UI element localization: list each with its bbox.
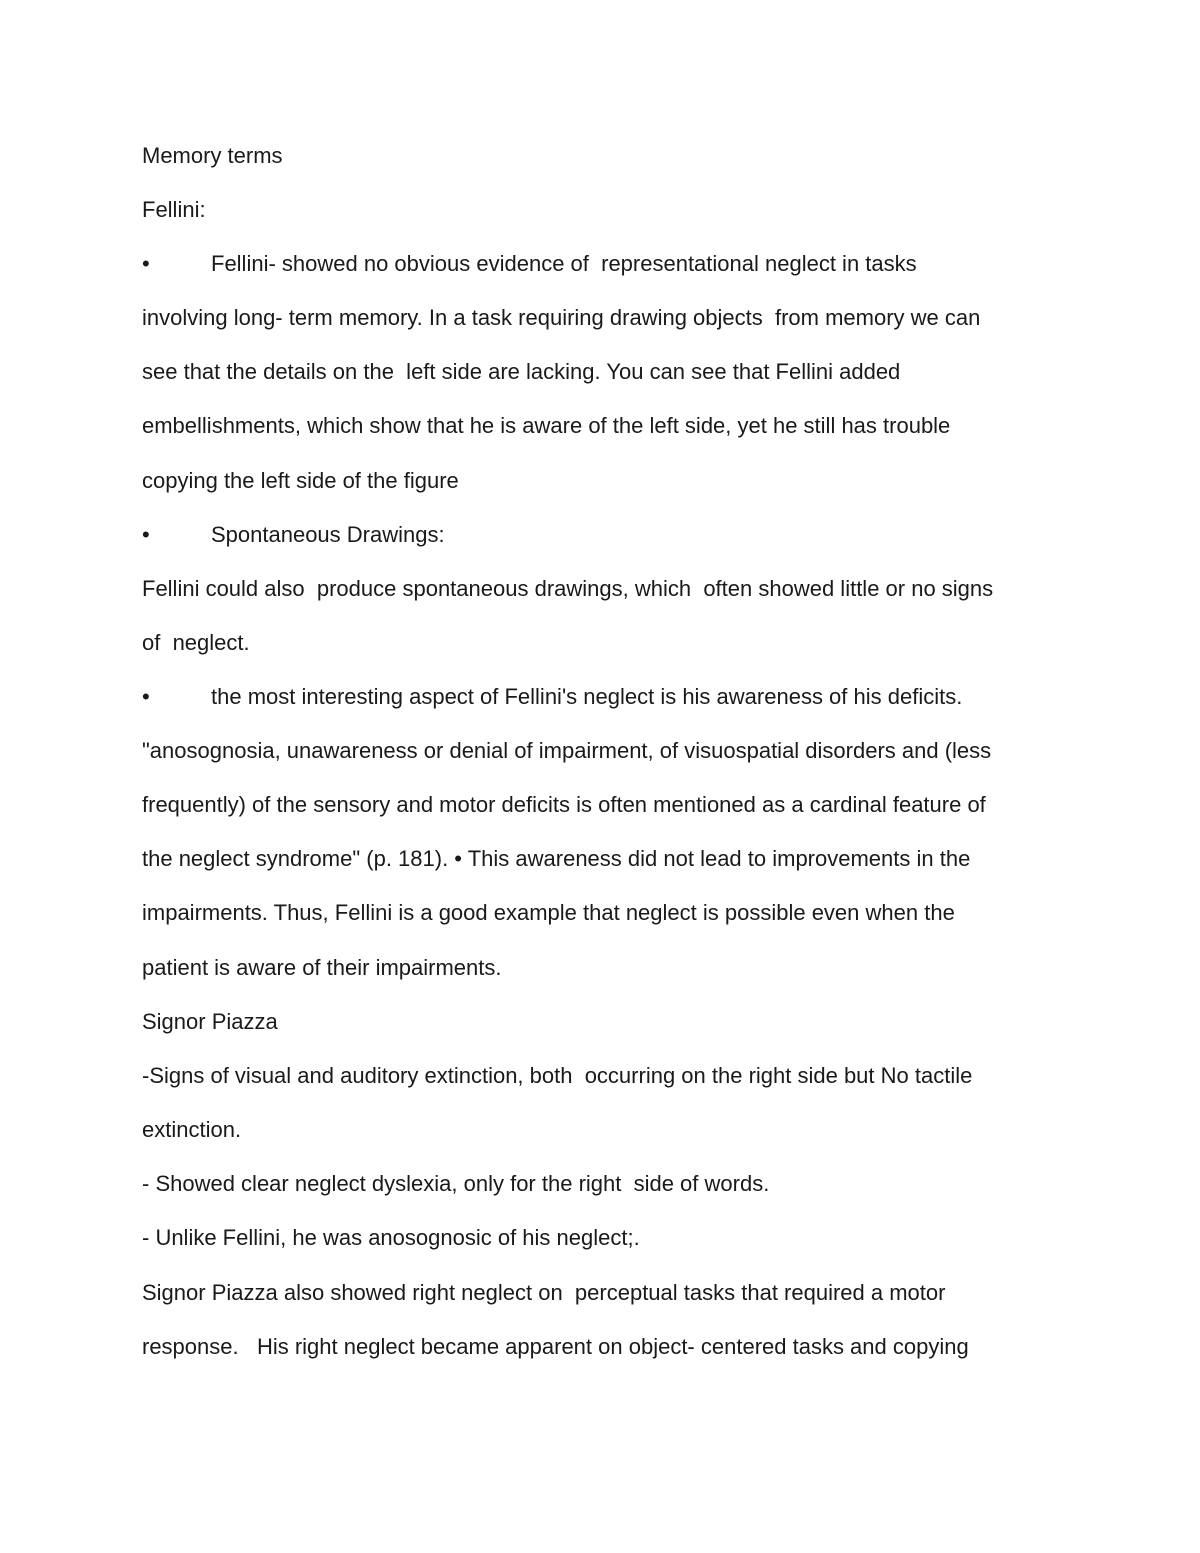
paragraph-line: the neglect syndrome" (p. 181). • This awareness did not lead to improvements in the	[142, 846, 971, 871]
section-heading-signor-piazza: Signor Piazza	[142, 1009, 278, 1034]
paragraph-line: Signor Piazza also showed right neglect on perceptual tasks that required a motor	[142, 1280, 946, 1305]
paragraph-line: of neglect.	[142, 630, 250, 655]
bullet-icon: •	[142, 684, 150, 709]
paragraph-line: extinction.	[142, 1117, 242, 1142]
paragraph-line: the most interesting aspect of Fellini's neglect is his awareness of his deficits.	[211, 684, 963, 709]
bullet-icon: •	[142, 522, 150, 547]
paragraph-line: patient is aware of their impairments.	[142, 955, 502, 980]
section-heading-fellini: Fellini:	[142, 197, 206, 222]
paragraph-line: involving long- term memory. In a task requiring drawing objects from memory we can	[142, 305, 981, 330]
paragraph-line: Fellini- showed no obvious evidence of representational neglect in tasks	[211, 251, 917, 276]
paragraph-line: - Unlike Fellini, he was anosognosic of his neglect;.	[142, 1225, 640, 1250]
paragraph-line: - Showed clear neglect dyslexia, only for the right side of words.	[142, 1171, 770, 1196]
paragraph-line: "anosognosia, unawareness or denial of impairment, of visuospatial disorders and (less	[142, 738, 992, 763]
paragraph-line: impairments. Thus, Fellini is a good example that neglect is possible even when the	[142, 900, 955, 925]
paragraph-line: response. His right neglect became apparent on object- centered tasks and copying	[142, 1334, 969, 1359]
subheading-spontaneous-drawings: Spontaneous Drawings:	[211, 522, 445, 547]
paragraph-line: copying the left side of the figure	[142, 468, 459, 493]
bullet-icon: •	[142, 251, 150, 276]
paragraph-line: frequently) of the sensory and motor deficits is often mentioned as a cardinal feature of	[142, 792, 986, 817]
paragraph-line: see that the details on the left side are lacking. You can see that Fellini added	[142, 359, 901, 384]
paragraph-line: -Signs of visual and auditory extinction, both occurring on the right side but No tactile	[142, 1063, 973, 1088]
paragraph-line: Fellini could also produce spontaneous drawings, which often showed little or no signs	[142, 576, 994, 601]
document-title: Memory terms	[142, 143, 283, 168]
paragraph-line: embellishments, which show that he is aware of the left side, yet he still has trouble	[142, 413, 951, 438]
